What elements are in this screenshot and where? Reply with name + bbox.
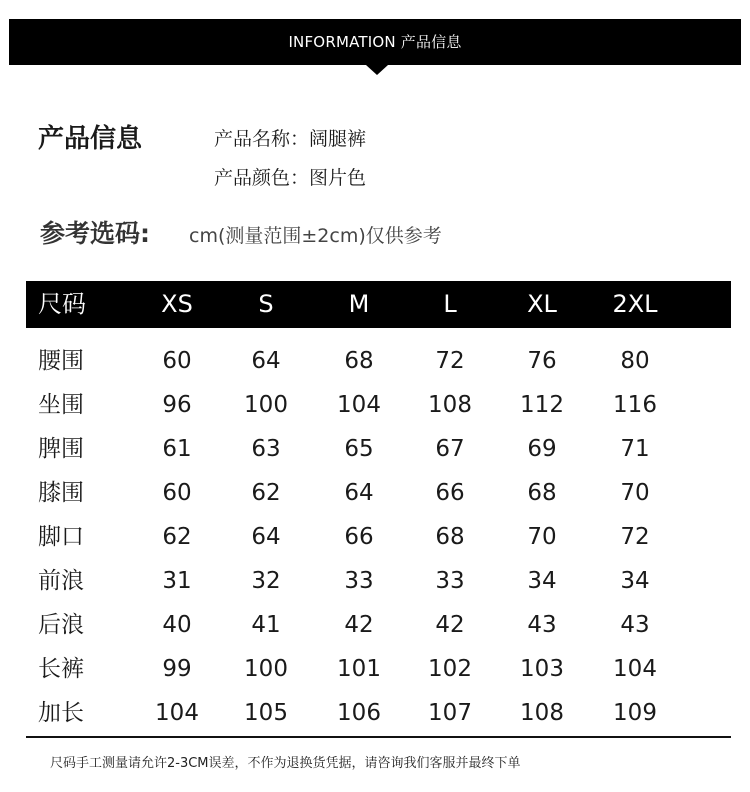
row-label-cell: 脚口 (38, 524, 84, 550)
table-cell: 72 (620, 524, 650, 550)
table-body (26, 339, 731, 735)
row-label-cell: 后浪 (38, 612, 84, 638)
table-cell: 107 (428, 700, 472, 726)
table-cell: 33 (435, 568, 465, 594)
table-cell: 102 (428, 656, 472, 682)
table-cell: 43 (527, 612, 557, 638)
table-cell: 112 (520, 392, 564, 418)
table-cell: 41 (251, 612, 281, 638)
table-cell: 63 (251, 436, 281, 462)
table-cell: 104 (337, 392, 381, 418)
table-cell: 70 (527, 524, 557, 550)
table-row (26, 515, 731, 559)
table-cell: 64 (251, 348, 281, 374)
table-cell: 62 (251, 480, 281, 506)
row-label-cell: 坐围 (38, 392, 84, 418)
table-row (26, 383, 731, 427)
banner-title: INFORMATION 产品信息 (288, 33, 462, 51)
table-cell: 108 (520, 700, 564, 726)
table-cell: 71 (620, 436, 650, 462)
product-info-heading: 产品信息 (38, 124, 143, 154)
product-name-line: 产品名称：阔腿裤 (214, 128, 367, 150)
table-cell: 32 (251, 568, 281, 594)
table-cell: 68 (344, 348, 374, 374)
product-color-line: 产品颜色：图片色 (214, 167, 367, 189)
table-cell: 33 (344, 568, 374, 594)
table-cell: 43 (620, 612, 650, 638)
table-cell: 104 (155, 700, 199, 726)
header-cell: XL (527, 290, 557, 318)
table-row (26, 603, 731, 647)
header-cell: L (443, 290, 457, 318)
table-row (26, 471, 731, 515)
table-cell: 42 (344, 612, 374, 638)
table-cell: 109 (613, 700, 657, 726)
table-cell: 106 (337, 700, 381, 726)
header-cell: 2XL (612, 290, 658, 318)
table-row (26, 559, 731, 603)
size-table (26, 281, 731, 726)
table-row (26, 691, 731, 735)
table-cell: 40 (162, 612, 192, 638)
row-label-cell: 膝围 (38, 480, 84, 506)
table-cell: 76 (527, 348, 557, 374)
table-cell: 105 (244, 700, 288, 726)
table-row (26, 427, 731, 471)
table-cell: 42 (435, 612, 465, 638)
banner-pointer (366, 65, 388, 75)
measurement-disclaimer: 尺码手工测量请允许2-3CM误差，不作为退换货凭据，请咨询我们客服并最终下单 (50, 756, 521, 771)
table-cell: 100 (244, 656, 288, 682)
table-header-row (26, 281, 731, 328)
table-cell: 116 (613, 392, 657, 418)
table-cell: 70 (620, 480, 650, 506)
table-cell: 68 (435, 524, 465, 550)
header-cell: S (258, 290, 274, 318)
row-label-cell: 脾围 (38, 436, 84, 462)
header-cell: 尺码 (38, 290, 86, 318)
table-cell: 60 (162, 480, 192, 506)
table-row (26, 647, 731, 691)
table-row (26, 339, 731, 383)
table-cell: 31 (162, 568, 192, 594)
table-cell: 68 (527, 480, 557, 506)
table-cell: 103 (520, 656, 564, 682)
size-reference-heading: 参考选码: (40, 219, 150, 248)
table-cell: 62 (162, 524, 192, 550)
table-cell: 100 (244, 392, 288, 418)
table-cell: 64 (344, 480, 374, 506)
row-label-cell: 长裤 (38, 656, 84, 682)
table-cell: 108 (428, 392, 472, 418)
table-cell: 72 (435, 348, 465, 374)
table-cell: 34 (620, 568, 650, 594)
table-cell: 69 (527, 436, 557, 462)
table-cell: 96 (162, 392, 192, 418)
table-cell: 66 (435, 480, 465, 506)
row-label-cell: 加长 (38, 700, 84, 726)
table-cell: 60 (162, 348, 192, 374)
table-cell: 80 (620, 348, 650, 374)
table-cell: 66 (344, 524, 374, 550)
table-cell: 99 (162, 656, 192, 682)
header-cell: XS (161, 290, 193, 318)
table-cell: 64 (251, 524, 281, 550)
table-cell: 61 (162, 436, 192, 462)
header-banner (9, 19, 741, 65)
row-label-cell: 前浪 (38, 568, 84, 594)
table-cell: 101 (337, 656, 381, 682)
table-cell: 104 (613, 656, 657, 682)
divider (26, 736, 731, 738)
measurement-note: cm(测量范围±2cm)仅供参考 (189, 225, 442, 247)
row-label-cell: 腰围 (38, 348, 84, 374)
table-cell: 65 (344, 436, 374, 462)
header-cell: M (348, 290, 370, 318)
table-cell: 67 (435, 436, 465, 462)
table-cell: 34 (527, 568, 557, 594)
